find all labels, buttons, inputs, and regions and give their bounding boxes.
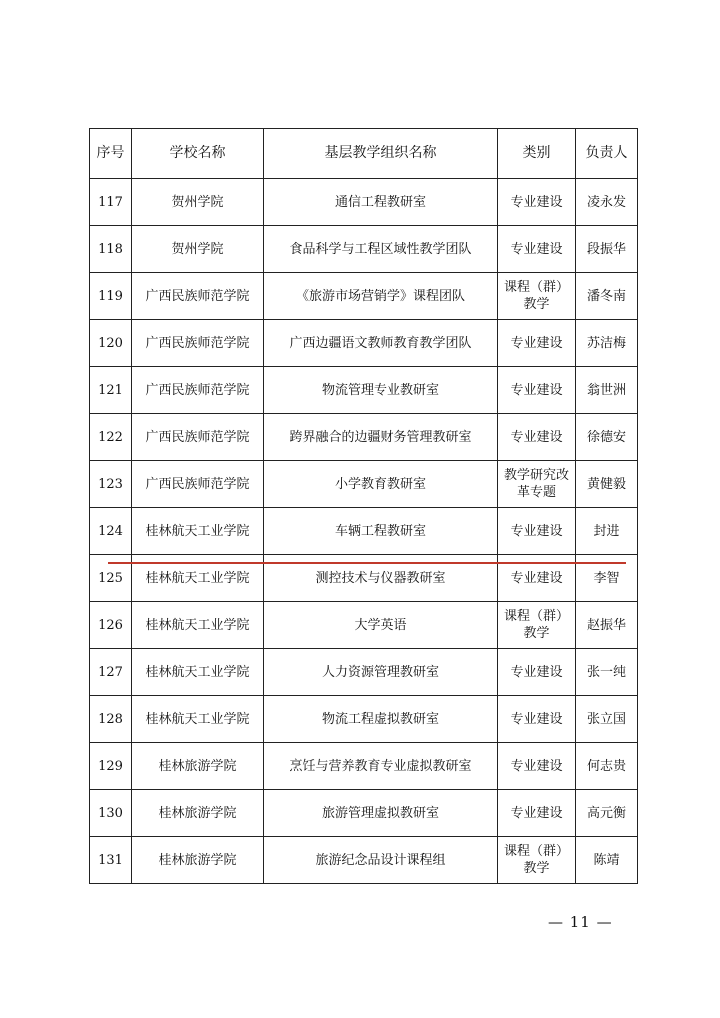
cell-category: 课程（群）教学 [498,837,576,884]
cell-organization: 广西边疆语文教师教育教学团队 [264,320,498,367]
cell-category: 教学研究改革专题 [498,461,576,508]
cell-category: 课程（群）教学 [498,602,576,649]
cell-leader: 段振华 [576,226,638,273]
table-row [90,743,638,790]
cell-organization: 物流工程虚拟教研室 [264,696,498,743]
cell-index: 122 [90,414,132,461]
cell-category: 专业建设 [498,414,576,461]
cell-category: 专业建设 [498,226,576,273]
header-organization: 基层教学组织名称 [264,129,498,179]
cell-school: 桂林旅游学院 [132,743,264,790]
cell-school: 桂林航天工业学院 [132,555,264,602]
cell-school: 贺州学院 [132,179,264,226]
cell-school: 贺州学院 [132,226,264,273]
page-number: — 11 — [548,913,613,931]
cell-index: 120 [90,320,132,367]
cell-school: 桂林旅游学院 [132,837,264,884]
table-row [90,179,638,226]
table-row [90,414,638,461]
cell-category: 专业建设 [498,367,576,414]
cell-category: 专业建设 [498,320,576,367]
cell-organization: 测控技术与仪器教研室 [264,555,498,602]
cell-school: 桂林航天工业学院 [132,696,264,743]
cell-school: 广西民族师范学院 [132,273,264,320]
cell-category: 专业建设 [498,555,576,602]
cell-category: 专业建设 [498,790,576,837]
table-row [90,273,638,320]
cell-index: 126 [90,602,132,649]
cell-organization: 通信工程教研室 [264,179,498,226]
header-index: 序号 [90,129,132,179]
cell-index: 129 [90,743,132,790]
cell-organization: 跨界融合的边疆财务管理教研室 [264,414,498,461]
cell-index: 119 [90,273,132,320]
cell-leader: 封进 [576,508,638,555]
cell-organization: 旅游管理虚拟教研室 [264,790,498,837]
red-underline-mark [108,562,626,564]
cell-organization: 物流管理专业教研室 [264,367,498,414]
header-category: 类别 [498,129,576,179]
table-row [90,367,638,414]
cell-school: 广西民族师范学院 [132,461,264,508]
cell-organization: 烹饪与营养教育专业虚拟教研室 [264,743,498,790]
cell-organization: 大学英语 [264,602,498,649]
cell-leader: 黄健毅 [576,461,638,508]
cell-index: 117 [90,179,132,226]
cell-index: 128 [90,696,132,743]
table-body [90,179,638,884]
cell-school: 广西民族师范学院 [132,367,264,414]
header-leader: 负责人 [576,129,638,179]
cell-school: 桂林旅游学院 [132,790,264,837]
cell-organization: 旅游纪念品设计课程组 [264,837,498,884]
cell-leader: 翁世洲 [576,367,638,414]
cell-index: 118 [90,226,132,273]
table-header-row [90,129,638,179]
table-row [90,790,638,837]
cell-leader: 陈靖 [576,837,638,884]
cell-index: 131 [90,837,132,884]
cell-leader: 凌永发 [576,179,638,226]
table-row [90,837,638,884]
cell-leader: 何志贵 [576,743,638,790]
cell-index: 124 [90,508,132,555]
cell-leader: 张立国 [576,696,638,743]
cell-organization: 《旅游市场营销学》课程团队 [264,273,498,320]
cell-leader: 张一纯 [576,649,638,696]
cell-organization: 小学教育教研室 [264,461,498,508]
header-school: 学校名称 [132,129,264,179]
cell-leader: 李智 [576,555,638,602]
table-row [90,508,638,555]
cell-leader: 赵振华 [576,602,638,649]
table-row [90,602,638,649]
table-row [90,696,638,743]
cell-school: 桂林航天工业学院 [132,508,264,555]
table-row [90,320,638,367]
table-row [90,461,638,508]
cell-organization: 人力资源管理教研室 [264,649,498,696]
cell-leader: 苏洁梅 [576,320,638,367]
table-row [90,649,638,696]
cell-school: 广西民族师范学院 [132,320,264,367]
cell-organization: 车辆工程教研室 [264,508,498,555]
cell-category: 专业建设 [498,649,576,696]
cell-category: 专业建设 [498,179,576,226]
cell-index: 127 [90,649,132,696]
cell-organization: 食品科学与工程区域性教学团队 [264,226,498,273]
cell-index: 130 [90,790,132,837]
cell-index: 125 [90,555,132,602]
cell-index: 123 [90,461,132,508]
cell-school: 桂林航天工业学院 [132,649,264,696]
cell-category: 专业建设 [498,696,576,743]
cell-category: 专业建设 [498,508,576,555]
cell-leader: 高元衡 [576,790,638,837]
teaching-organization-table [89,128,638,884]
cell-leader: 徐德安 [576,414,638,461]
cell-school: 广西民族师范学院 [132,414,264,461]
cell-leader: 潘冬南 [576,273,638,320]
cell-category: 专业建设 [498,743,576,790]
cell-index: 121 [90,367,132,414]
cell-category: 课程（群）教学 [498,273,576,320]
cell-school: 桂林航天工业学院 [132,602,264,649]
table-row [90,226,638,273]
